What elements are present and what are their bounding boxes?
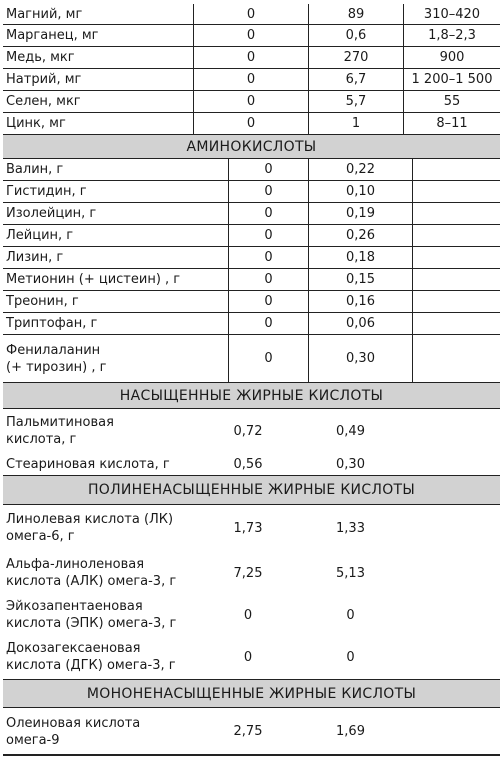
table-row <box>3 159 500 181</box>
value-b: 0 <box>346 649 355 665</box>
daily-norm: 55 <box>403 91 500 112</box>
nutrient-name: Фенилаланин (+ тирозин) , г <box>6 342 107 375</box>
nutrient-name: Эйкозапентаеновая кислота (ЭПК) омега-3, г <box>6 599 177 631</box>
value-a: 0 <box>243 649 253 665</box>
table-row <box>3 593 500 637</box>
table-row <box>3 25 500 47</box>
nutrient-name: Докозагексаеновая кислота (ДГК) омега-3, г <box>6 641 176 673</box>
nutrient-name: Лейцин, г <box>6 228 74 243</box>
table-row <box>3 269 500 291</box>
nutrient-name: Пальмитиновая кислота, г <box>6 415 114 447</box>
value-b: 0,26 <box>308 225 413 246</box>
value-b: 5,7 <box>308 91 403 112</box>
value-b: 0,30 <box>308 335 413 382</box>
table-row <box>3 551 500 595</box>
daily-norm: 1 200–1 500 <box>403 69 500 90</box>
table-row <box>3 506 500 550</box>
value-a: 0 <box>228 335 308 382</box>
nutrient-name: Магний, мг <box>6 6 83 22</box>
nutrient-name: Метионин (+ цистеин) , г <box>6 272 181 287</box>
nutrient-name: Линолевая кислота (ЛК) омега-6, г <box>6 512 174 544</box>
value-a: 1,73 <box>233 520 263 536</box>
section-header-polyunsaturated <box>3 476 500 505</box>
nutrient-name: Триптофан, г <box>6 316 98 331</box>
nutrient-name: Альфа-линоленовая кислота (АЛК) омега-3, г <box>6 557 177 589</box>
table-row <box>3 69 500 91</box>
daily-norm: 310–420 <box>403 4 500 24</box>
section-header-amino <box>3 135 500 159</box>
nutrient-name: Цинк, мг <box>6 116 66 131</box>
table-row <box>3 113 500 135</box>
table-row <box>3 709 500 754</box>
table-row <box>3 4 500 25</box>
table-row <box>3 47 500 69</box>
value-b: 0,49 <box>336 423 365 439</box>
value-a: 7,25 <box>233 565 263 581</box>
value-b: 0 <box>346 607 355 623</box>
value-a: 0 <box>228 291 308 312</box>
daily-norm: 900 <box>403 47 500 68</box>
value-a: 0 <box>243 607 253 623</box>
value-a: 0 <box>193 69 308 90</box>
table-row <box>3 313 500 335</box>
table-row <box>3 181 500 203</box>
value-a: 0 <box>228 269 308 290</box>
section-header-saturated <box>3 383 500 409</box>
value-a: 2,75 <box>233 724 263 739</box>
value-b: 0,15 <box>308 269 413 290</box>
value-b: 1 <box>308 113 403 134</box>
value-b: 0,06 <box>308 313 413 334</box>
nutrient-name: Треонин, г <box>6 294 79 309</box>
nutrient-name: Олеиновая кислота омега-9 <box>6 715 141 748</box>
section-title: НАСЫЩЕННЫЕ ЖИРНЫЕ КИСЛОТЫ <box>119 387 384 404</box>
value-a: 0,56 <box>233 456 263 472</box>
nutrient-name: Лизин, г <box>6 250 64 265</box>
nutrient-name: Медь, мкг <box>6 50 75 65</box>
value-b: 1,33 <box>336 520 365 536</box>
value-a: 0 <box>228 313 308 334</box>
table-row <box>3 247 500 269</box>
value-b: 6,7 <box>308 69 403 90</box>
section-header-monounsaturated <box>3 680 500 708</box>
value-a: 0,72 <box>233 423 263 439</box>
section-title: МОНОНЕНАСЫЩЕННЫЕ ЖИРНЫЕ КИСЛОТЫ <box>86 685 417 702</box>
value-a: 0 <box>228 159 308 180</box>
table-row <box>3 225 500 247</box>
daily-norm: 1,8–2,3 <box>403 25 500 46</box>
value-b: 89 <box>308 4 403 24</box>
value-a: 0 <box>228 247 308 268</box>
nutrient-name: Валин, г <box>6 162 64 177</box>
table-row <box>3 635 500 680</box>
nutrient-name: Гистидин, г <box>6 184 87 199</box>
value-a: 0 <box>193 47 308 68</box>
value-b: 0,30 <box>336 456 365 472</box>
value-a: 0 <box>193 25 308 46</box>
nutrient-name: Изолейцин, г <box>6 206 97 221</box>
value-a: 0 <box>228 203 308 224</box>
table-bottom-border <box>3 754 500 756</box>
value-b: 0,19 <box>308 203 413 224</box>
table-row <box>3 409 500 453</box>
table-row <box>3 91 500 113</box>
value-b: 0,10 <box>308 181 413 202</box>
table-row <box>3 453 500 476</box>
nutrient-name: Марганец, мг <box>6 28 99 43</box>
nutrient-name: Стеариновая кислота, г <box>6 456 170 472</box>
value-a: 0 <box>193 91 308 112</box>
table-row <box>3 203 500 225</box>
nutrient-name: Натрий, мг <box>6 72 82 87</box>
value-a: 0 <box>228 181 308 202</box>
value-a: 0 <box>193 4 308 24</box>
value-a: 0 <box>193 113 308 134</box>
table-row <box>3 291 500 313</box>
value-b: 0,22 <box>308 159 413 180</box>
value-b: 0,6 <box>308 25 403 46</box>
section-title: АМИНОКИСЛОТЫ <box>186 138 317 155</box>
value-a: 0 <box>228 225 308 246</box>
nutrient-name: Селен, мкг <box>6 94 81 109</box>
daily-norm: 8–11 <box>403 113 500 134</box>
table-row <box>3 335 500 383</box>
section-title: ПОЛИНЕНАСЫЩЕННЫЕ ЖИРНЫЕ КИСЛОТЫ <box>87 482 416 498</box>
value-b: 0,16 <box>308 291 413 312</box>
value-b: 1,69 <box>336 724 365 739</box>
value-b: 5,13 <box>336 565 365 581</box>
value-b: 0,18 <box>308 247 413 268</box>
value-b: 270 <box>308 47 403 68</box>
